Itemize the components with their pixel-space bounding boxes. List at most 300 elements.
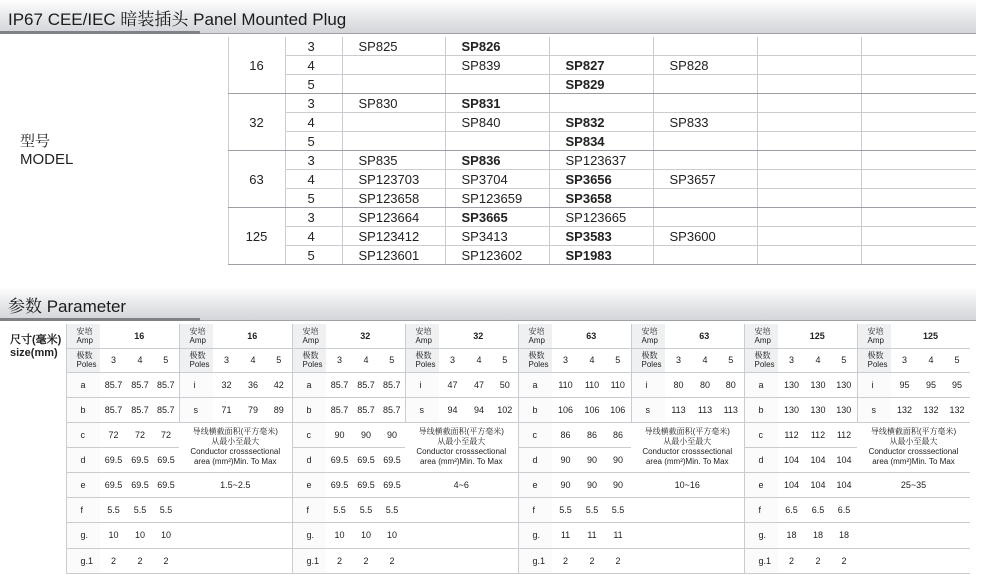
model-code [861,151,976,170]
dimension-value: 110 [579,372,605,397]
header-accent-bar [0,31,200,34]
dimension-key: e [518,472,552,497]
blank-cell [631,522,744,548]
amp-key-cn: 安培 [867,326,884,336]
pole-count: 3 [285,37,342,56]
dimension-value: 69.5 [127,472,153,497]
model-code: SP123665 [549,208,653,227]
dimension-value: 50 [492,372,518,397]
dimension-value: 104 [778,447,805,472]
amp-rating: 125 [228,208,285,265]
model-code [757,75,861,94]
poles-key-en: Poles [189,360,210,369]
model-code [861,246,976,265]
dimension-value: 2 [326,548,353,573]
dimension-key: d [66,447,100,472]
model-code [861,189,976,208]
dimension-value: 69.5 [100,472,127,497]
dimension-value: 5.5 [353,497,379,522]
model-code: SP3583 [549,227,653,246]
dimension-value: 2 [605,548,631,573]
dimension-key: s [857,397,891,422]
dimension-value: 89 [266,397,292,422]
amp-key-en: Amp [528,335,545,345]
dimension-key: s [631,397,665,422]
dimension-value: 85.7 [326,372,353,397]
dimension-value: 130 [831,372,857,397]
pole-value: 4 [353,348,379,372]
dimension-key: a [66,372,100,397]
model-code [653,94,757,113]
model-code [342,113,445,132]
amp-value: 63 [552,324,631,348]
model-code [342,75,445,94]
model-code: SP840 [445,113,549,132]
dimension-key: f [518,497,552,522]
pole-count: 4 [285,113,342,132]
dimension-value: 85.7 [127,372,153,397]
amp-key-cn: 安培 [754,326,771,336]
conductor-note-line: Conductor crosssectional [868,447,959,456]
dimension-value: 69.5 [326,472,353,497]
model-code [861,56,976,75]
model-code: SP1983 [549,246,653,265]
dimension-value: 132 [891,397,918,422]
amp-key [405,324,439,348]
conductor-note-line: area (mm²)Min. To Max [872,457,955,466]
amp-value: 125 [778,324,857,348]
dimension-key: e [744,472,778,497]
amp-rating: 32 [228,94,285,151]
dimension-value: 10 [127,522,153,548]
conductor-area-note [857,422,970,472]
dimension-value: 110 [605,372,631,397]
model-code: SP3657 [653,170,757,189]
pole-value: 3 [100,348,127,372]
pole-value: 5 [266,348,292,372]
poles-key [744,348,778,372]
dimension-value: 130 [831,397,857,422]
model-code [757,227,861,246]
model-code [342,56,445,75]
amp-key-cn: 安培 [76,326,93,336]
dimension-value: 86 [552,422,579,447]
model-code: SP123601 [342,246,445,265]
dimension-value: 2 [805,548,831,573]
model-code [757,151,861,170]
dimension-value: 110 [552,372,579,397]
header-accent-bar [0,318,200,321]
model-code [653,208,757,227]
model-code: SP828 [653,56,757,75]
conductor-area-range: 4~6 [405,472,518,497]
model-code [653,132,757,151]
model-code [757,208,861,227]
conductor-area-note [631,422,744,472]
amp-key-en: Amp [189,335,206,345]
dimension-value: 90 [579,472,605,497]
blank-cell [857,548,970,573]
dimension-value: 80 [665,372,692,397]
dimension-value: 85.7 [153,397,179,422]
poles-key-cn: 极数 [867,351,884,360]
amp-key [631,324,665,348]
dimension-value: 10 [326,522,353,548]
poles-key [66,348,100,372]
dimension-value: 6.5 [778,497,805,522]
model-code [861,208,976,227]
parameter-section-title: 参数 Parameter [8,297,127,316]
dimension-value: 42 [266,372,292,397]
model-code: SP839 [445,56,549,75]
poles-key-en: Poles [754,360,775,369]
pole-value: 3 [439,348,466,372]
parameter-row [0,472,970,497]
poles-key-en: Poles [867,360,888,369]
model-code [757,246,861,265]
dimension-key: g.1 [744,548,778,573]
pole-value: 3 [213,348,240,372]
poles-key [292,348,326,372]
amp-rating: 63 [228,151,285,208]
dimension-key: i [405,372,439,397]
dimension-value: 2 [353,548,379,573]
dimension-value: 69.5 [353,472,379,497]
size-label-cn: 尺寸(毫米) [10,334,62,346]
amp-key-en: Amp [867,335,884,345]
dimension-key: b [744,397,778,422]
model-code [861,132,976,151]
dimension-value: 18 [805,522,831,548]
model-code [861,75,976,94]
amp-key-en: Amp [302,335,319,345]
amp-key [292,324,326,348]
blank-cell [179,548,292,573]
amp-key-en: Amp [641,335,658,345]
dimension-value: 104 [831,472,857,497]
amp-key [744,324,778,348]
dimension-key: g. [518,522,552,548]
amp-key [857,324,891,348]
model-code [653,189,757,208]
model-code: SP3658 [549,189,653,208]
dimension-value: 71 [213,397,240,422]
model-code: SP123659 [445,189,549,208]
dimension-value: 10 [353,522,379,548]
poles-key-cn: 极数 [641,351,658,360]
dimension-value: 2 [379,548,405,573]
dimension-key: s [405,397,439,422]
conductor-area-range: 10~16 [631,472,744,497]
conductor-area-range: 1.5~2.5 [179,472,292,497]
model-code [445,132,549,151]
amp-key [66,324,100,348]
model-code: SP123658 [342,189,445,208]
poles-key [857,348,891,372]
model-code [653,37,757,56]
dimension-value: 94 [466,397,492,422]
poles-key-en: Poles [76,360,97,369]
conductor-note-line: 导线横截面积(平方毫米) [418,427,504,436]
pole-count: 4 [285,56,342,75]
blank-cell [405,497,518,522]
blank-cell [857,522,970,548]
amp-key-en: Amp [76,335,93,345]
amp-value: 32 [439,324,518,348]
conductor-note-line: Conductor crosssectional [642,447,733,456]
poles-key-en: Poles [415,360,436,369]
pole-count: 5 [285,246,342,265]
dimension-key: d [292,447,326,472]
dimension-value: 80 [692,372,718,397]
conductor-note-line: Conductor crosssectional [416,447,507,456]
pole-value: 3 [891,348,918,372]
poles-key-en: Poles [641,360,662,369]
conductor-area-note [179,422,292,472]
dimension-value: 10 [379,522,405,548]
model-label-en: MODEL [20,150,74,168]
dimension-value: 2 [552,548,579,573]
dimension-key: s [179,397,213,422]
dimension-value: 69.5 [100,447,127,472]
dimension-value: 47 [439,372,466,397]
dimension-key: b [518,397,552,422]
model-code: SP3413 [445,227,549,246]
conductor-note-line: 从最小至最大 [437,437,486,446]
amp-rating: 16 [228,37,285,94]
model-code: SP832 [549,113,653,132]
pole-value: 5 [492,348,518,372]
blank-cell [405,522,518,548]
conductor-note-line: 导线横截面积(平方毫米) [644,427,730,436]
dimension-key: c [66,422,100,447]
dimension-key: e [66,472,100,497]
pole-count: 5 [285,189,342,208]
pole-value: 4 [579,348,605,372]
dimension-value: 104 [831,447,857,472]
poles-key-cn: 极数 [415,351,432,360]
pole-value: 3 [326,348,353,372]
dimension-value: 10 [100,522,127,548]
dimension-value: 85.7 [379,372,405,397]
amp-key-en: Amp [415,335,432,345]
dimension-value: 90 [326,422,353,447]
conductor-note-line: 从最小至最大 [211,437,260,446]
amp-key-cn: 安培 [415,326,432,336]
dimension-value: 6.5 [831,497,857,522]
dimension-value: 113 [665,397,692,422]
dimension-key: i [179,372,213,397]
dimension-value: 72 [100,422,127,447]
dimension-value: 69.5 [153,472,179,497]
dimension-value: 130 [778,397,805,422]
model-code: SP826 [445,37,549,56]
pole-count: 5 [285,75,342,94]
dimension-value: 72 [153,422,179,447]
amp-key-cn: 安培 [528,326,545,336]
conductor-area-range: 25~35 [857,472,970,497]
dimension-key: a [744,372,778,397]
model-code [342,132,445,151]
poles-key [179,348,213,372]
dimension-value: 69.5 [127,447,153,472]
dimension-value: 106 [579,397,605,422]
poles-key-cn: 极数 [528,351,545,360]
conductor-note-line: 导线横截面积(平方毫米) [870,427,957,436]
pole-value: 5 [379,348,405,372]
amp-key [179,324,213,348]
model-section-title: IP67 CEE/IEC 暗装插头 Panel Mounted Plug [8,10,347,29]
pole-count: 4 [285,170,342,189]
poles-key-cn: 极数 [302,351,319,360]
dimension-value: 90 [552,447,579,472]
model-section-header [0,0,976,34]
dimension-value: 94 [439,397,466,422]
dimension-value: 113 [718,397,744,422]
pole-value: 4 [692,348,718,372]
poles-key-cn: 极数 [189,351,206,360]
parameter-row [0,497,970,522]
dimension-value: 85.7 [353,372,379,397]
model-code: SP825 [342,37,445,56]
model-code: SP3656 [549,170,653,189]
dimension-value: 106 [552,397,579,422]
dimension-value: 104 [805,472,831,497]
dimension-value: 90 [605,447,631,472]
model-code: SP835 [342,151,445,170]
dimension-value: 69.5 [353,447,379,472]
model-code [861,94,976,113]
dimension-value: 130 [805,397,831,422]
model-label-cn: 型号 [20,132,51,150]
conductor-note-line: 从最小至最大 [889,437,938,446]
dimension-value: 11 [579,522,605,548]
dimension-value: 69.5 [153,447,179,472]
dimension-key: g. [744,522,778,548]
dimension-key: i [631,372,665,397]
model-code: SP123664 [342,208,445,227]
pole-value: 4 [466,348,492,372]
amp-value: 32 [326,324,405,348]
model-code: SP830 [342,94,445,113]
model-code [861,227,976,246]
dimension-value: 85.7 [153,372,179,397]
poles-key [405,348,439,372]
dimension-value: 2 [831,548,857,573]
dimension-value: 104 [778,472,805,497]
dimension-value: 10 [153,522,179,548]
pole-value: 4 [805,348,831,372]
model-code [757,170,861,189]
dimension-value: 36 [240,372,266,397]
blank-cell [179,497,292,522]
dimension-value: 130 [778,372,805,397]
dimension-key: i [857,372,891,397]
dimension-key: g.1 [292,548,326,573]
dimension-key: b [66,397,100,422]
pole-value: 3 [778,348,805,372]
model-code: SP3600 [653,227,757,246]
dimension-key: a [518,372,552,397]
conductor-note-line: area (mm²)Min. To Max [645,457,729,466]
dimension-key: c [292,422,326,447]
dimension-value: 5.5 [579,497,605,522]
dimension-value: 2 [579,548,605,573]
pole-value: 5 [831,348,857,372]
model-code [757,189,861,208]
model-code [861,113,976,132]
model-code [757,132,861,151]
model-code [757,37,861,56]
dimension-value: 5.5 [127,497,153,522]
amp-key [518,324,552,348]
conductor-area-note [405,422,518,472]
dimension-value: 80 [718,372,744,397]
dimension-value: 2 [778,548,805,573]
model-code: SP831 [445,94,549,113]
pole-count: 3 [285,208,342,227]
amp-value: 125 [891,324,970,348]
pole-count: 3 [285,94,342,113]
dimension-key: d [518,447,552,472]
pole-count: 5 [285,132,342,151]
model-row [0,37,976,56]
dimension-value: 69.5 [326,447,353,472]
dimension-value: 18 [831,522,857,548]
model-code [757,113,861,132]
model-code [549,94,653,113]
model-code: SP834 [549,132,653,151]
dimension-value: 90 [605,472,631,497]
blank-cell [405,548,518,573]
blank-cell [631,548,744,573]
poles-key-en: Poles [302,360,323,369]
conductor-note-line: area (mm²)Min. To Max [193,457,277,466]
dimension-key: a [292,372,326,397]
dimension-value: 32 [213,372,240,397]
dimension-value: 85.7 [100,372,127,397]
model-code [757,56,861,75]
model-code [653,151,757,170]
parameter-row [0,348,970,372]
dimension-value: 79 [240,397,266,422]
model-code [861,37,976,56]
dimension-value: 112 [805,422,831,447]
dimension-value: 11 [552,522,579,548]
dimension-value: 85.7 [379,397,405,422]
dimension-value: 132 [944,397,970,422]
parameter-row [0,522,970,548]
blank-cell [857,497,970,522]
blank-cell [179,522,292,548]
pole-value: 5 [944,348,970,372]
dimension-value: 2 [100,548,127,573]
dimension-value: 85.7 [127,397,153,422]
model-code [653,75,757,94]
amp-value: 16 [213,324,292,348]
dimension-value: 5.5 [100,497,127,522]
dimension-value: 2 [153,548,179,573]
size-label [0,324,66,573]
poles-key-en: Poles [528,360,549,369]
dimension-key: g. [292,522,326,548]
pole-value: 4 [127,348,153,372]
dimension-value: 130 [805,372,831,397]
dimension-key: g. [66,522,100,548]
model-code [861,170,976,189]
model-code: SP123637 [549,151,653,170]
model-table [0,37,976,265]
